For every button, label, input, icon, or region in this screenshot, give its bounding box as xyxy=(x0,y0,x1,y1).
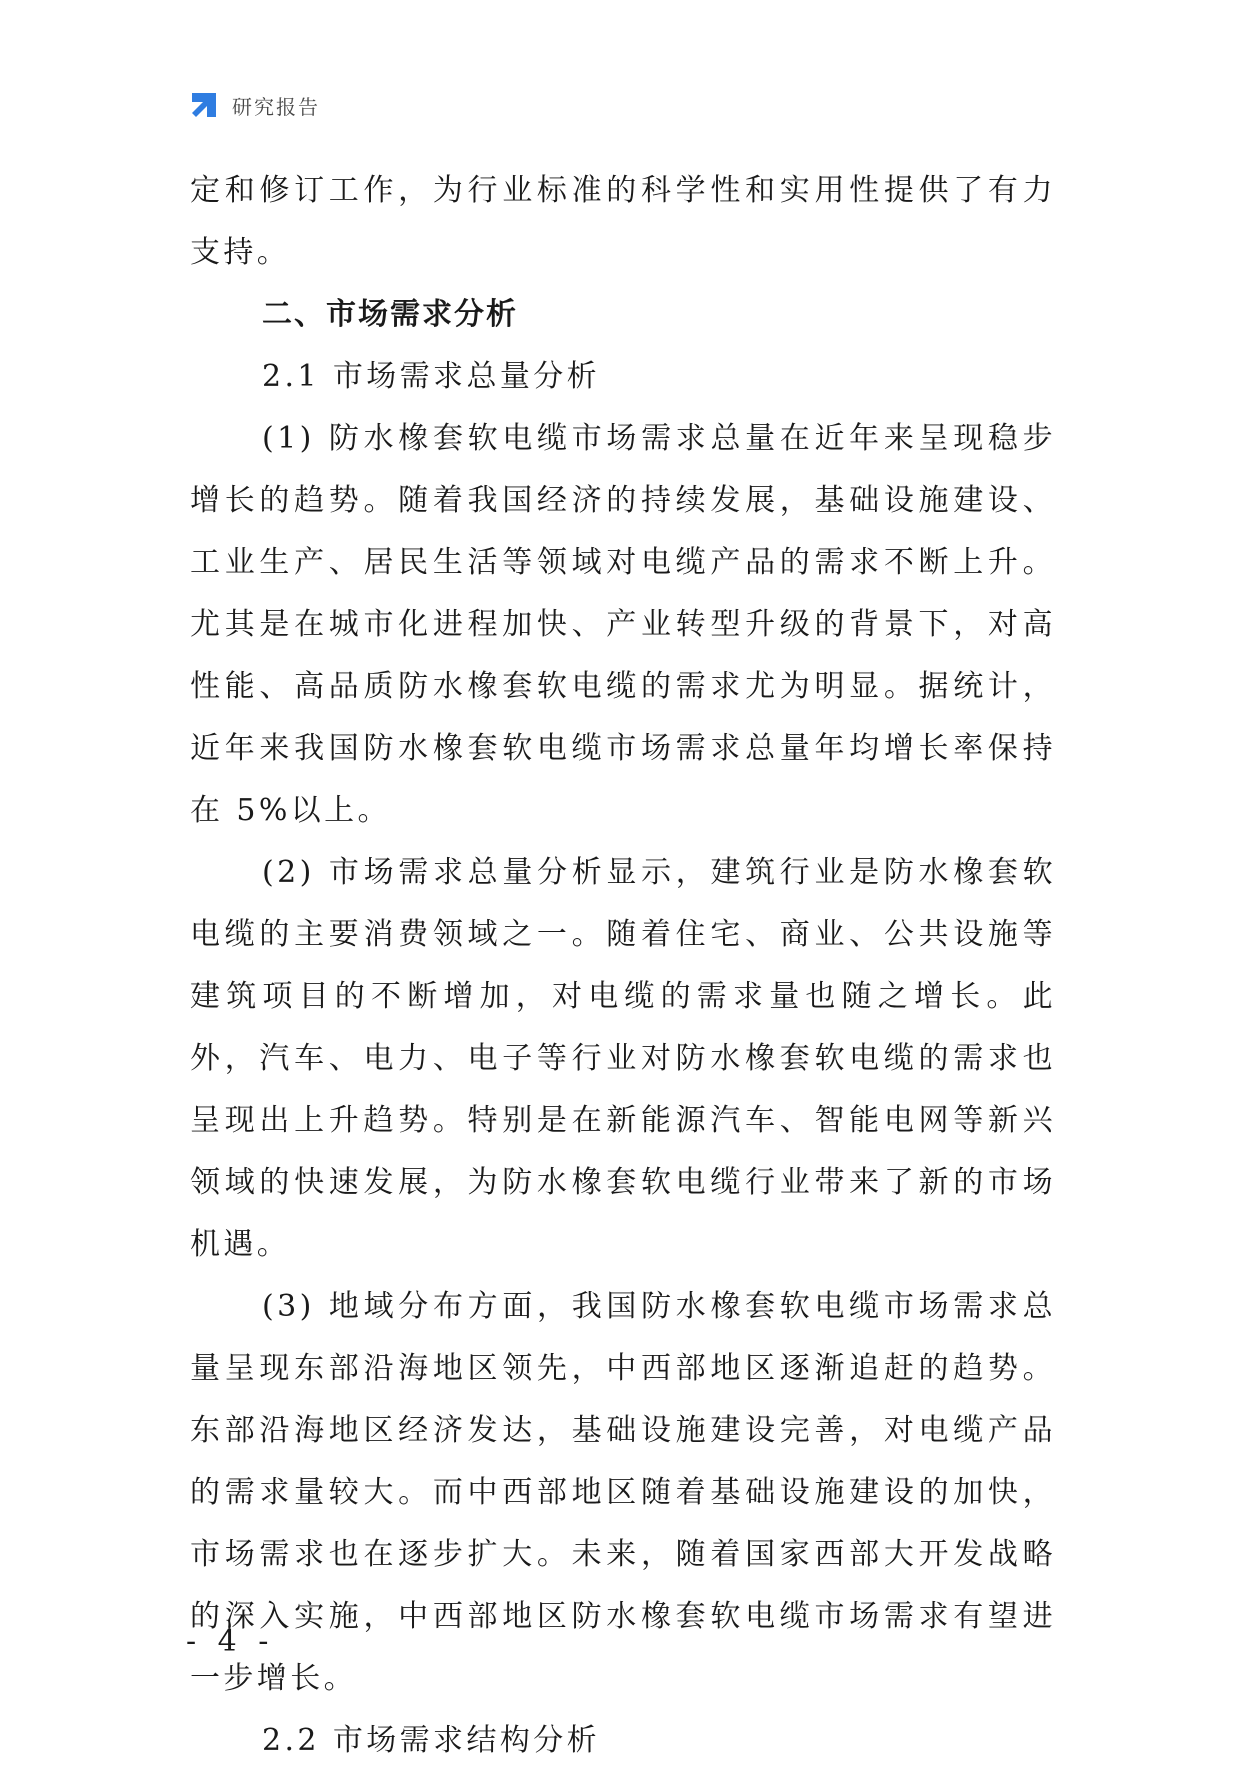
paragraph-2: (2) 市场需求总量分析显示，建筑行业是防水橡套软电缆的主要消费领域之一。随着住宅、商业、公共设施等建筑项目的不断增加，对电缆的需求量也随之增长。此外，汽车、电力、电子等行业对防水橡套软电缆的需求也呈现出上升趋势。特别是在新能源汽车、智能电网等新兴领域的快速发展，为防水橡套软电缆行业带来了新的市场机遇。 xyxy=(190,855,1056,1262)
arrow-up-right-icon xyxy=(188,89,220,121)
section-heading: 二、市场需求分析 xyxy=(262,297,518,332)
subsection-heading-2-1: 2.1 市场需求总量分析 xyxy=(262,359,601,394)
header-title: 研究报告 xyxy=(232,94,320,119)
paragraph-1: (1) 防水橡套软电缆市场需求总量在近年来呈现稳步增长的趋势。随着我国经济的持续发展，基础设施建设、工业生产、居民生活等领域对电缆产品的需求不断上升。尤其是在城市化进程加快、产业转型升级的背景下，对高性能、高品质防水橡套软电缆的需求尤为明显。据统计，近年来我国防水橡套软电缆市场需求总量年均增长率保持在 5%以上。 xyxy=(190,421,1056,828)
paragraph-3: (3) 地域分布方面，我国防水橡套软电缆市场需求总量呈现东部沿海地区领先，中西部地区逐渐追赶的趋势。东部沿海地区经济发达，基础设施建设完善，对电缆产品的需求量较大。而中西部地区随着基础设施建设的加快，市场需求也在逐步扩大。未来，随着国家西部大开发战略的深入实施，中西部地区防水橡套软电缆市场需求有望进一步增长。 xyxy=(190,1289,1056,1696)
subsection-heading-2-2: 2.2 市场需求结构分析 xyxy=(262,1723,601,1758)
page-number: - 4 - xyxy=(186,1624,275,1659)
document-header xyxy=(188,88,320,122)
document-body xyxy=(190,160,1056,1772)
paragraph-continuation: 定和修订工作，为行业标准的科学性和实用性提供了有力支持。 xyxy=(190,173,1056,270)
